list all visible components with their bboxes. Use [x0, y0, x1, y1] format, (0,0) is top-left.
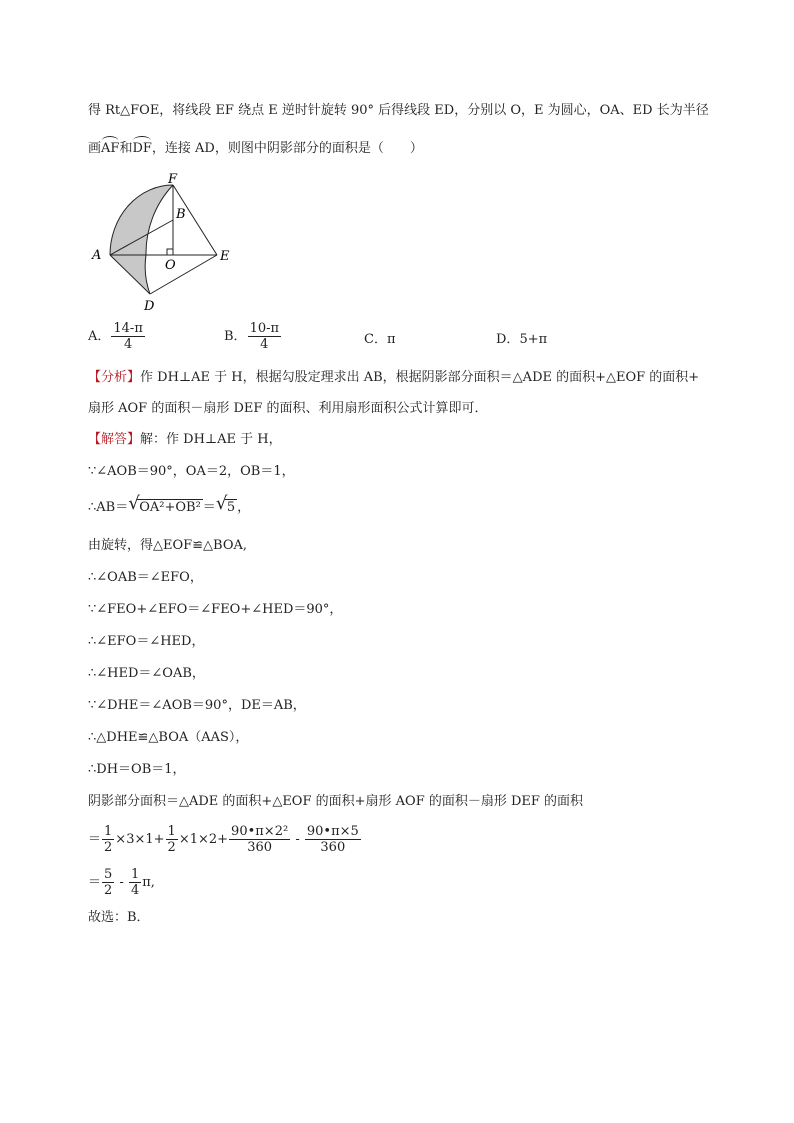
radical-sign: √	[128, 493, 140, 514]
solution-step-5: ∵∠FEO+∠EFO＝∠FEO+∠HED＝90°，	[88, 602, 343, 617]
label-f: F	[168, 172, 178, 187]
calc-frac-4-num: 90•π×5	[306, 824, 359, 839]
result-frac-2	[129, 867, 141, 898]
calc-term-3: -	[291, 832, 304, 847]
result-frac-2-num: 1	[130, 867, 140, 882]
final-answer: 故选：B．	[88, 910, 150, 925]
calc-frac-3	[229, 824, 290, 855]
solution-step-4: ∴∠OAB＝∠EFO，	[88, 570, 203, 585]
problem-line-2	[88, 141, 423, 157]
geometry-figure	[86, 170, 246, 320]
calc-frac-1-num: 1	[104, 824, 113, 839]
solution-step-7: ∴∠HED＝∠OAB，	[88, 666, 205, 681]
option-b[interactable]	[224, 321, 282, 352]
calc-frac-2	[166, 824, 178, 855]
solution-intro	[88, 432, 282, 448]
result-term-1: -	[115, 875, 128, 890]
calculation-line	[88, 823, 362, 857]
label-d: D	[144, 299, 155, 314]
solution-step-2	[88, 493, 251, 516]
calc-term-1: ×3×1+	[115, 832, 165, 847]
solution-step-8: ∵∠DHE＝∠AOB＝90°，DE＝AB，	[88, 698, 306, 713]
option-b-label: B．	[224, 329, 247, 344]
option-b-fraction	[248, 321, 281, 352]
option-a-denominator: 4	[123, 337, 133, 352]
option-c-label: C．	[364, 332, 387, 347]
analysis-text-1: 作 DH⊥AE 于 H，根据勾股定理求出 AB，根据阴影部分面积＝△ADE 的面积+△EOF 的面积+	[140, 370, 700, 385]
radical-sign-2: √	[215, 493, 228, 514]
calc-frac-3-num: 90•π×2²	[231, 824, 289, 839]
calc-frac-4	[305, 824, 361, 855]
result-line	[88, 866, 155, 900]
option-d[interactable]	[496, 328, 547, 347]
step-2-equals: ＝	[202, 500, 216, 515]
calc-frac-2-den: 2	[167, 840, 176, 855]
solution-intro-text: 解：作 DH⊥AE 于 H，	[140, 432, 282, 447]
solution-tag: 【解答】	[88, 432, 141, 447]
label-b: B	[176, 207, 186, 222]
calc-frac-1	[102, 824, 114, 855]
arc-af-label: AF	[101, 141, 120, 156]
option-a-numerator: 14-π	[113, 321, 143, 336]
sqrt-five-body: 5	[226, 500, 236, 515]
result-frac-1-den: 2	[104, 883, 113, 898]
calc-frac-3-den: 360	[247, 840, 273, 855]
shaded-region	[110, 185, 173, 294]
label-o: O	[165, 258, 176, 273]
analysis-line-2: 扇形 AOF 的面积－扇形 DEF 的面积、利用扇形面积公式计算即可．	[88, 401, 488, 416]
calc-term-2: ×1×2+	[178, 832, 229, 847]
option-c-value: π	[386, 332, 396, 347]
option-b-denominator: 4	[260, 337, 269, 352]
analysis-tag: 【分析】	[88, 370, 141, 385]
sqrt-five	[215, 493, 237, 516]
sqrt-expression	[128, 493, 203, 516]
label-a: A	[92, 248, 102, 263]
analysis-line-1	[88, 370, 699, 386]
option-a-label: A．	[88, 329, 111, 344]
solution-step-3: 由旋转，得△EOF≌△BOA,	[88, 538, 248, 553]
arc-df-label: DF	[132, 141, 152, 156]
problem-line-2-prefix: 画	[88, 141, 102, 156]
problem-line-2-suffix: ，连接 AD，则图中阴影部分的面积是（ ）	[151, 141, 423, 156]
option-a[interactable]	[88, 321, 146, 352]
result-term-2: π,	[142, 875, 155, 890]
right-angle-mark	[167, 249, 173, 255]
calc-frac-2-num: 1	[167, 824, 176, 839]
calc-frac-4-den: 360	[320, 840, 346, 855]
sqrt-body: OA²+OB²	[139, 500, 201, 515]
calc-equals: ＝	[88, 832, 102, 847]
result-frac-1-num: 5	[104, 867, 113, 882]
result-frac-2-den: 4	[130, 883, 140, 898]
calc-frac-1-den: 2	[104, 840, 113, 855]
option-c[interactable]	[364, 328, 396, 347]
solution-step-9: ∴△DHE≌△BOA（AAS），	[88, 730, 249, 745]
problem-line-2-and: 和	[119, 141, 133, 156]
label-e: E	[220, 249, 230, 264]
solution-step-1: ∵∠AOB＝90°，OA＝2，OB＝1，	[88, 464, 295, 479]
solution-step-11: 阴影部分面积＝△ADE 的面积+△EOF 的面积+扇形 AOF 的面积－扇形 DEF 的面积	[88, 794, 584, 809]
segment-de	[150, 255, 217, 294]
step-2-end: ，	[237, 500, 251, 515]
option-a-fraction	[111, 321, 144, 352]
option-d-value: 5+π	[519, 332, 548, 347]
step-2-prefix: ∴AB＝	[88, 500, 129, 515]
option-d-label: D．	[496, 332, 520, 347]
solution-step-6: ∴∠EFO＝∠HED，	[88, 634, 205, 649]
result-equals: ＝	[88, 875, 102, 890]
option-b-numerator: 10-π	[249, 321, 280, 336]
result-frac-1	[102, 867, 114, 898]
problem-line-1: 得 Rt△FOE，将线段 EF 绕点 E 逆时针旋转 90° 后得线段 ED，分别以 O，E 为圆心，OA、ED 长为半径	[88, 103, 709, 118]
solution-step-10: ∴DH＝OB＝1，	[88, 762, 186, 777]
